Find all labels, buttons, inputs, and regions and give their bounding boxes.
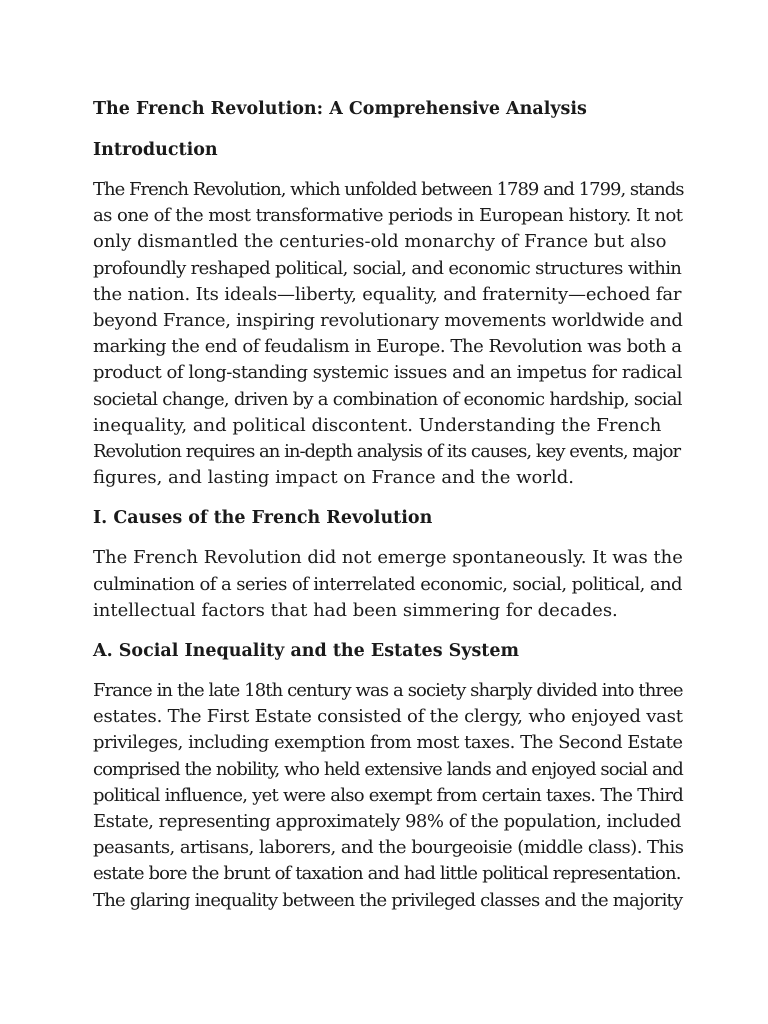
paragraph-line: culmination of a series of interrelated economic, social, political, and bbox=[93, 573, 682, 595]
document-page bbox=[93, 96, 683, 928]
paragraph-line: estate bore the brunt of taxation and had little political representation. bbox=[93, 863, 681, 885]
paragraph-line: Revolution requires an in-depth analysis of its causes, key events, major bbox=[93, 441, 681, 463]
paragraph-line: inequality, and political discontent. Understanding the French bbox=[93, 414, 662, 436]
paragraph-line: intellectual factors that had been simmering for decades. bbox=[93, 599, 618, 621]
paragraph-line: The French Revolution, which unfolded between 1789 and 1799, stands bbox=[93, 179, 684, 200]
paragraph-line: societal change, driven by a combination of economic hardship, social bbox=[93, 388, 682, 410]
paragraph-line: product of long-standing systemic issues and an impetus for radical bbox=[93, 362, 682, 384]
paragraph-line: The French Revolution did not emerge spontaneously. It was the bbox=[93, 547, 683, 569]
paragraph-line: The glaring inequality between the privileged classes and the majority bbox=[93, 889, 683, 911]
section-heading-social-inequality: A. Social Inequality and the Estates System bbox=[93, 641, 520, 662]
section-heading-causes: I. Causes of the French Revolution bbox=[93, 508, 433, 529]
introduction-paragraph bbox=[93, 177, 683, 491]
paragraph-line: the nation. Its ideals—liberty, equality, and fraternity—echoed far bbox=[93, 283, 682, 305]
paragraph-line: beyond France, inspiring revolutionary movements worldwide and bbox=[93, 310, 683, 332]
paragraph-line: privileges, including exemption from most taxes. The Second Estate bbox=[93, 732, 683, 754]
paragraph-line: as one of the most transformative periods in European history. It not bbox=[93, 205, 683, 227]
paragraph-line: political influence, yet were also exempt from certain taxes. The Third bbox=[93, 784, 683, 806]
social-inequality-paragraph bbox=[93, 678, 683, 914]
section-heading-introduction: Introduction bbox=[93, 140, 218, 160]
paragraph-line: estates. The First Estate consisted of the clergy, who enjoyed vast bbox=[93, 706, 683, 728]
paragraph-line: comprised the nobility, who held extensive lands and enjoyed social and bbox=[93, 758, 683, 780]
document-title: The French Revolution: A Comprehensive Analysis bbox=[93, 99, 587, 119]
causes-paragraph bbox=[93, 545, 683, 624]
paragraph-line: Estate, representing approximately 98% of the population, included bbox=[93, 811, 681, 833]
paragraph-line: France in the late 18th century was a society sharply divided into three bbox=[93, 680, 683, 702]
paragraph-line: peasants, artisans, laborers, and the bourgeoisie (middle class). This bbox=[93, 837, 684, 859]
paragraph-line: profoundly reshaped political, social, and economic structures within bbox=[93, 257, 682, 279]
paragraph-line: only dismantled the centuries-old monarchy of France but also bbox=[93, 231, 667, 253]
paragraph-line: figures, and lasting impact on France and the world. bbox=[93, 467, 574, 489]
paragraph-line: marking the end of feudalism in Europe. The Revolution was both a bbox=[93, 336, 682, 358]
